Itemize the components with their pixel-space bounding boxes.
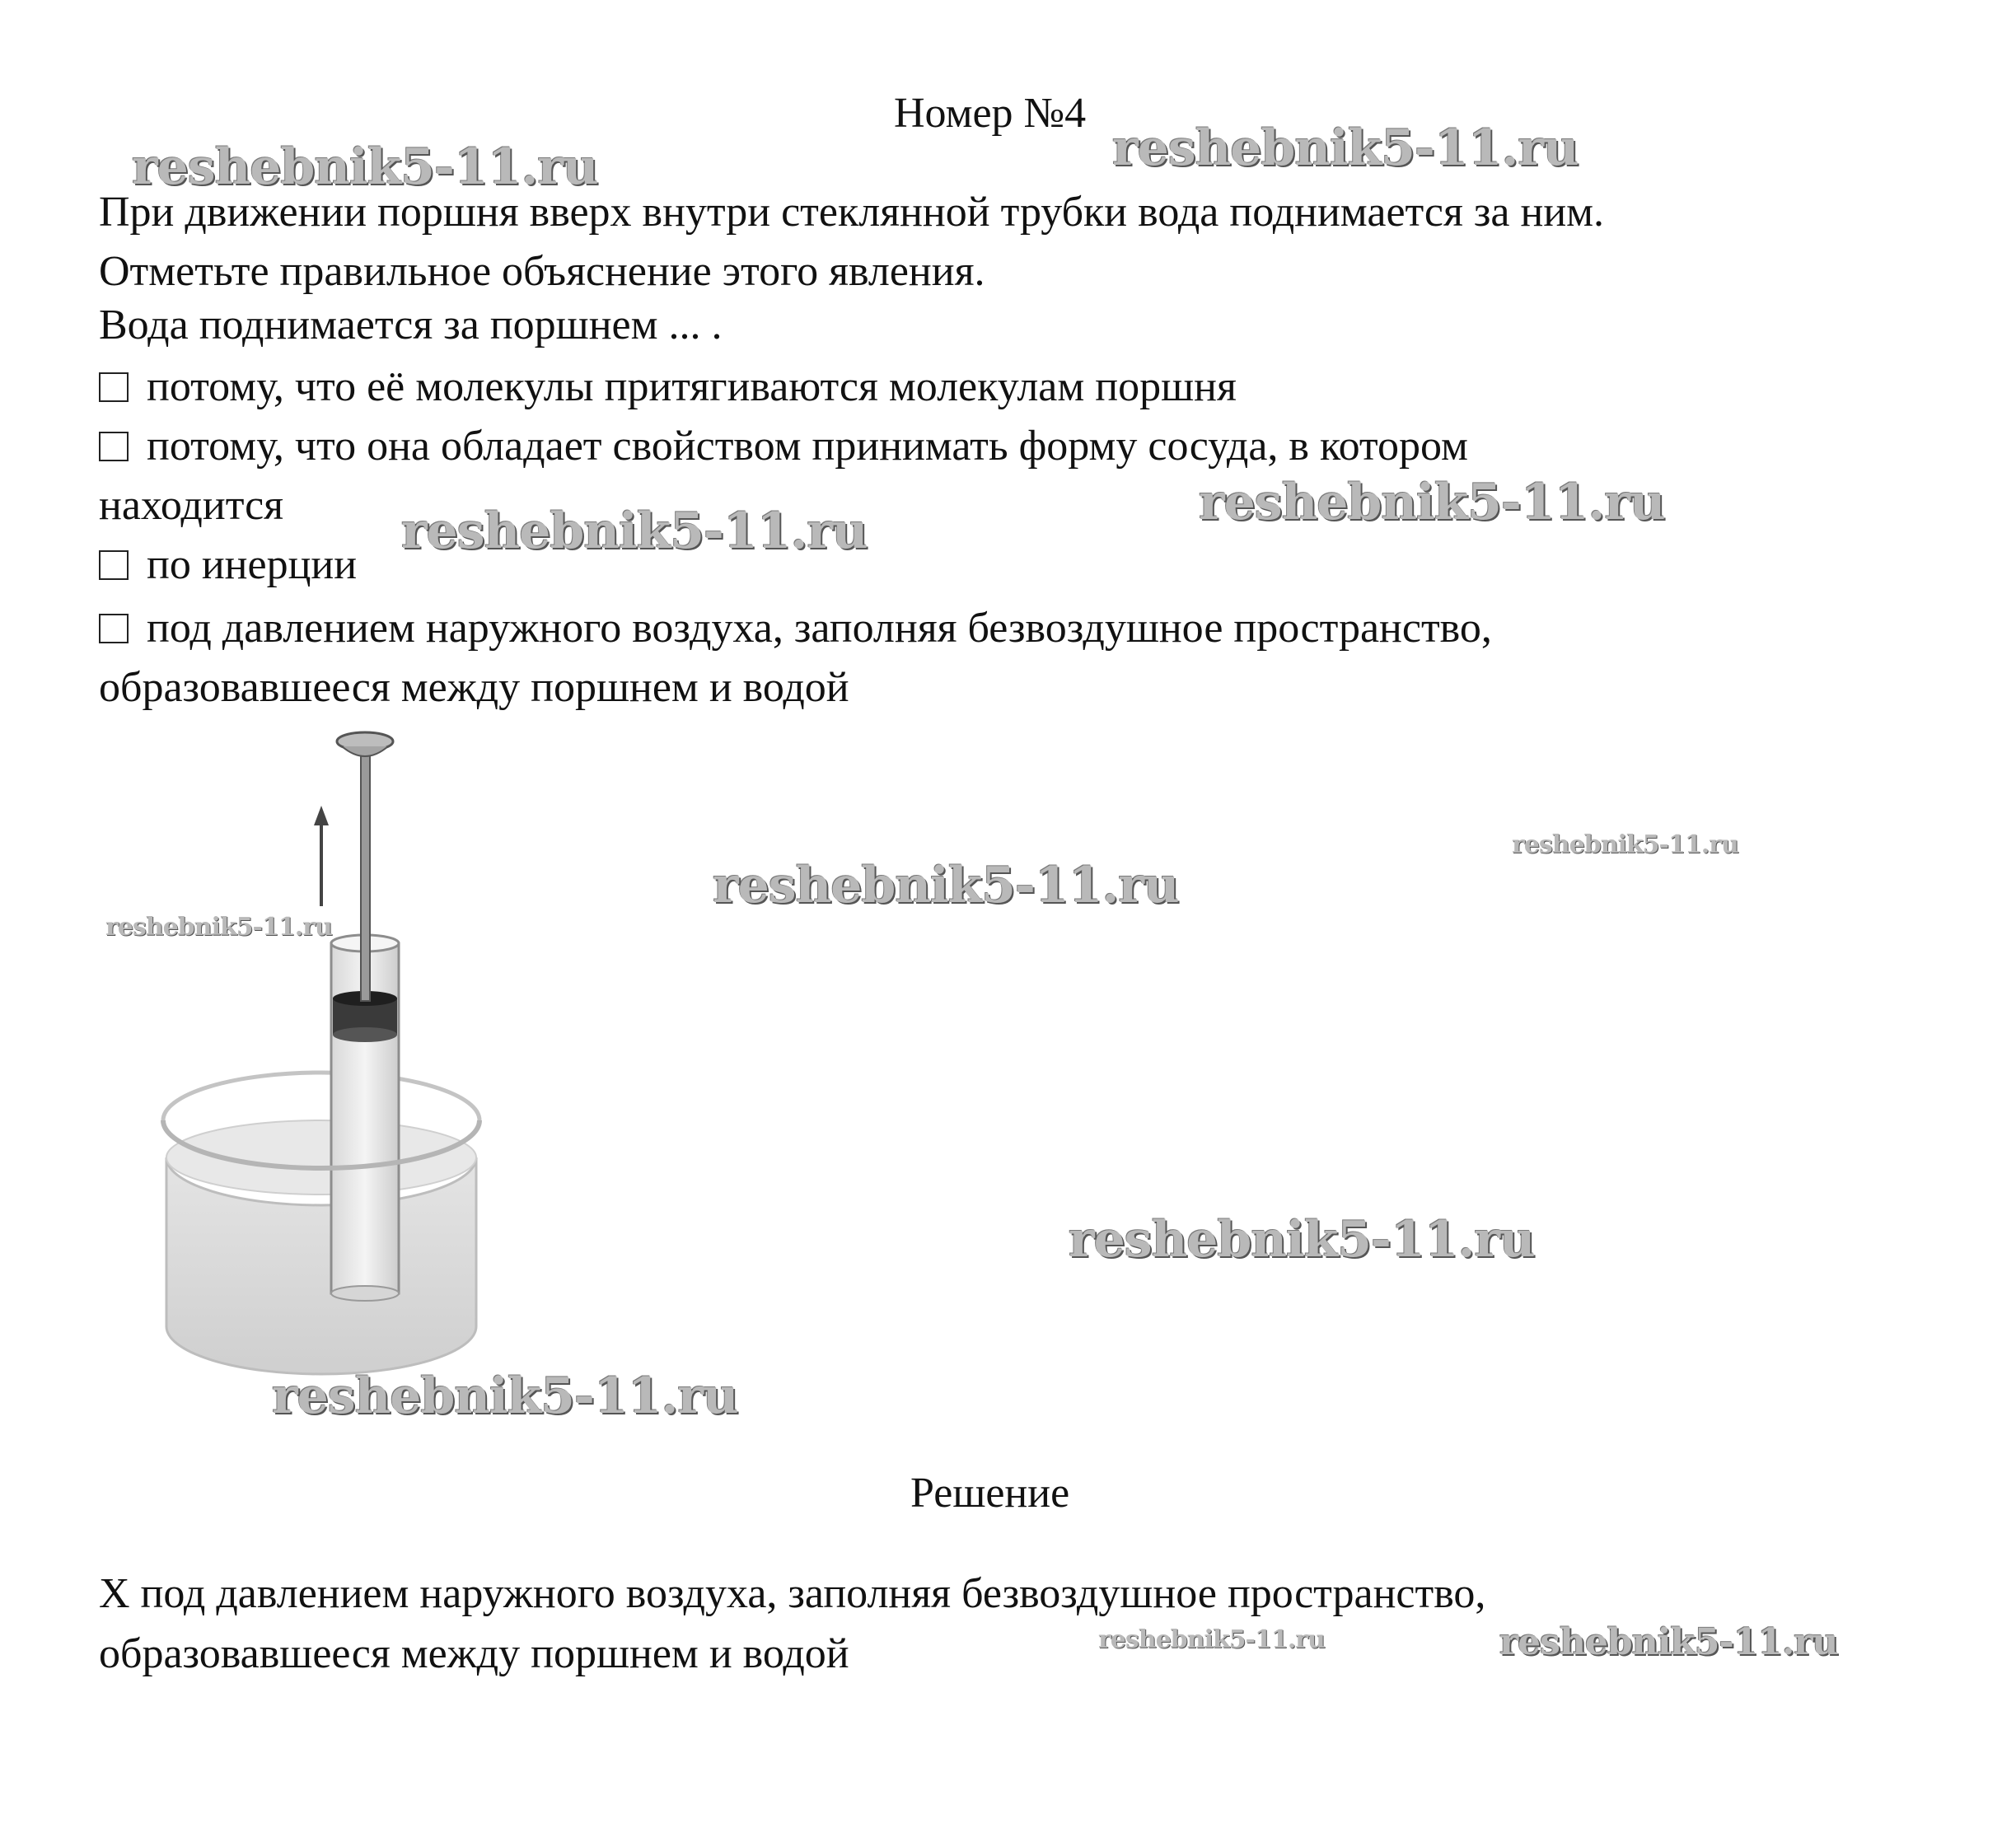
arrow-up-icon bbox=[314, 806, 329, 906]
option-4-label: под давлением наружного воздуха, заполняя безвоздушное пространство, bbox=[147, 605, 1492, 652]
option-1[interactable] bbox=[99, 362, 1237, 412]
watermark: reshebnik5-11.ru bbox=[1069, 1211, 1535, 1269]
watermark: reshebnik5-11.ru bbox=[272, 1367, 738, 1425]
piston-illustration bbox=[103, 708, 540, 1417]
watermark: reshebnik5-11.ru bbox=[401, 503, 868, 560]
option-3[interactable] bbox=[99, 540, 357, 590]
question-line-3: Вода поднимается за поршнем ... . bbox=[99, 302, 723, 348]
watermark: reshebnik5-11.ru bbox=[1112, 119, 1579, 177]
option-1-label: потому, что её молекулы притягиваются молекулам поршня bbox=[147, 363, 1237, 410]
page-title: Номер №4 bbox=[894, 90, 1087, 137]
question-line-2: Отметьте правильное объяснение этого явления. bbox=[99, 248, 985, 295]
watermark: reshebnik5-11.ru bbox=[105, 913, 332, 942]
watermark: reshebnik5-11.ru bbox=[1512, 830, 1738, 859]
question-line-1: При движении поршня вверх внутри стеклянной трубки вода поднимается за ним. bbox=[99, 189, 1605, 236]
option-2[interactable] bbox=[99, 422, 1468, 471]
option-4-continuation: образовавшееся между поршнем и водой bbox=[99, 664, 849, 711]
watermark: reshebnik5-11.ru bbox=[1499, 1621, 1838, 1663]
option-2-continuation: находится bbox=[99, 482, 284, 529]
watermark: reshebnik5-11.ru bbox=[713, 857, 1179, 914]
solution-line-1: Х под давлением наружного воздуха, заполняя безвоздушное пространство, bbox=[99, 1570, 1486, 1617]
option-1-checkbox[interactable] bbox=[99, 372, 129, 402]
piston bbox=[333, 732, 397, 1042]
option-3-checkbox[interactable] bbox=[99, 550, 129, 580]
option-2-checkbox[interactable] bbox=[99, 432, 129, 461]
watermark: reshebnik5-11.ru bbox=[1199, 474, 1665, 531]
option-4-checkbox[interactable] bbox=[99, 614, 129, 643]
option-3-label: по инерции bbox=[147, 541, 358, 588]
solution-heading: Решение bbox=[910, 1470, 1070, 1517]
watermark: reshebnik5-11.ru bbox=[1098, 1625, 1325, 1654]
watermark: reshebnik5-11.ru bbox=[132, 138, 598, 196]
option-2-label: потому, что она обладает свойством принимать форму сосуда, в котором bbox=[147, 423, 1468, 470]
solution-line-2: образовавшееся между поршнем и водой bbox=[99, 1630, 849, 1677]
option-4[interactable] bbox=[99, 604, 1492, 653]
